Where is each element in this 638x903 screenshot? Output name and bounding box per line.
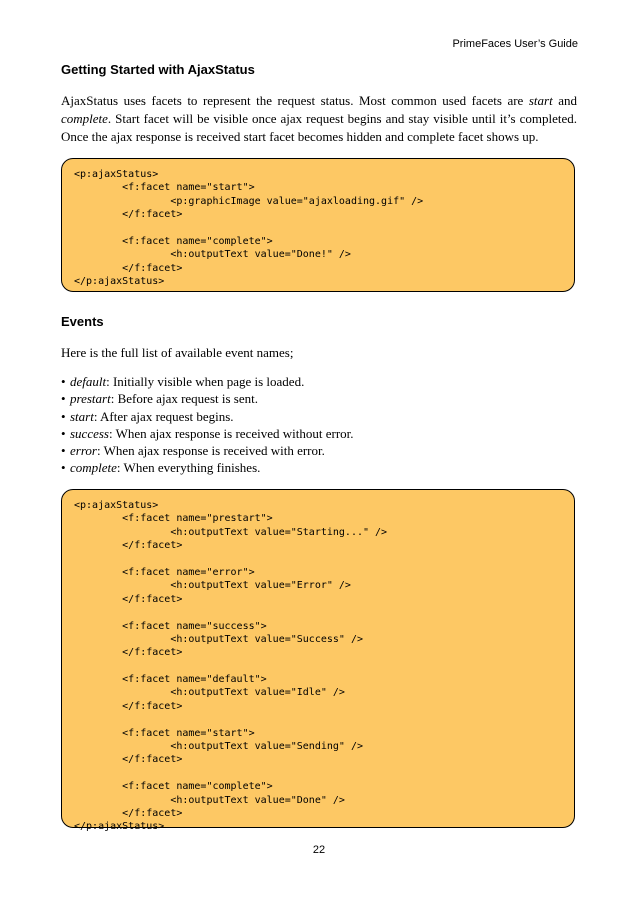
code-line: <h:outputText value="Success" /> [74, 633, 363, 645]
event-list-item [61, 373, 354, 390]
event-name: prestart [70, 391, 111, 407]
code-line: <p:graphicImage value="ajaxloading.gif" /> [74, 195, 424, 207]
code-block-ajaxstatus-events [61, 489, 575, 833]
intro-paragraph [61, 92, 577, 146]
event-description: : Before ajax request is sent. [110, 391, 258, 407]
code-line [74, 767, 574, 780]
event-list-item [61, 425, 354, 442]
code-line: </f:facet> [74, 647, 183, 659]
code-line: <p:ajaxStatus> [74, 500, 159, 511]
page-number: 22 [312, 844, 326, 856]
code-line [74, 606, 574, 619]
code-line: <h:outputText value="Sending" /> [74, 741, 363, 753]
code-line: </f:facet> [74, 700, 183, 712]
code-line: </p:ajaxStatus> [74, 821, 165, 833]
code-line: <h:outputText value="Done!" /> [74, 249, 351, 261]
code-line: <f:facet name="start"> [74, 182, 255, 194]
code-line [74, 553, 574, 566]
section-heading-getting-started: Getting Started with AjaxStatus [61, 62, 255, 77]
code-line: </f:facet> [74, 209, 183, 221]
code-block-ajaxstatus-basic [61, 158, 575, 292]
code-line: </f:facet> [74, 754, 183, 766]
event-description: : When ajax response is received without error. [109, 425, 354, 441]
code-line: <f:facet name="start"> [74, 727, 255, 739]
bullet-icon: • [61, 408, 66, 424]
bullet-icon: • [61, 425, 66, 441]
event-description: : Initially visible when page is loaded. [106, 374, 305, 389]
event-name: success [70, 425, 109, 441]
code-line [74, 222, 574, 235]
event-list-item [61, 442, 354, 459]
code-line: <f:facet name="complete"> [74, 781, 273, 793]
event-description: : When ajax response is received with error. [96, 443, 325, 459]
event-name: default [70, 374, 107, 389]
code-line: </f:facet> [74, 593, 183, 605]
event-name: error [70, 443, 97, 459]
bullet-icon: • [61, 374, 66, 389]
event-description: : When everything finishes. [116, 460, 261, 476]
code-line: </f:facet> [74, 262, 183, 274]
bullet-icon: • [61, 443, 66, 459]
bullet-icon: • [61, 460, 66, 476]
code-line: <h:outputText value="Done" /> [74, 794, 345, 806]
event-list [61, 373, 354, 477]
code-line: <f:facet name="error"> [74, 566, 255, 578]
code-line: <h:outputText value="Starting..." /> [74, 526, 388, 538]
code-line [74, 660, 574, 673]
code-line: <f:facet name="complete"> [74, 235, 273, 247]
events-intro: Here is the full list of available event names; [61, 345, 294, 360]
code-line: <f:facet name="prestart"> [74, 513, 273, 525]
event-list-item [61, 459, 354, 476]
code-line: </f:facet> [74, 540, 183, 552]
paragraph-line: AjaxStatus uses facets to represent the request status. Most common used facets are start and [61, 93, 577, 108]
code-line: <p:ajaxStatus> [74, 169, 159, 180]
paragraph-line: Once the ajax response is received start facet becomes hidden and complete facet shows up. [61, 129, 539, 144]
code-line: <h:outputText value="Idle" /> [74, 687, 345, 699]
paragraph-line: complete. Start facet will be visible once ajax request begins and stay visible until it’s completed. [61, 111, 577, 126]
code-line: </p:ajaxStatus> [74, 276, 165, 288]
event-description: : After ajax request begins. [93, 408, 234, 424]
event-list-item [61, 390, 354, 407]
event-list-item [61, 408, 354, 425]
code-line: <f:facet name="default"> [74, 674, 267, 686]
code-line: <h:outputText value="Error" /> [74, 580, 351, 592]
running-header: PrimeFaces User’s Guide [452, 38, 578, 50]
bullet-icon: • [61, 391, 66, 407]
code-line [74, 713, 574, 726]
code-line: </f:facet> [74, 807, 183, 819]
section-heading-events: Events [61, 314, 104, 329]
code-line: <f:facet name="success"> [74, 620, 267, 632]
event-name: start [70, 408, 94, 424]
event-name: complete [70, 460, 117, 476]
